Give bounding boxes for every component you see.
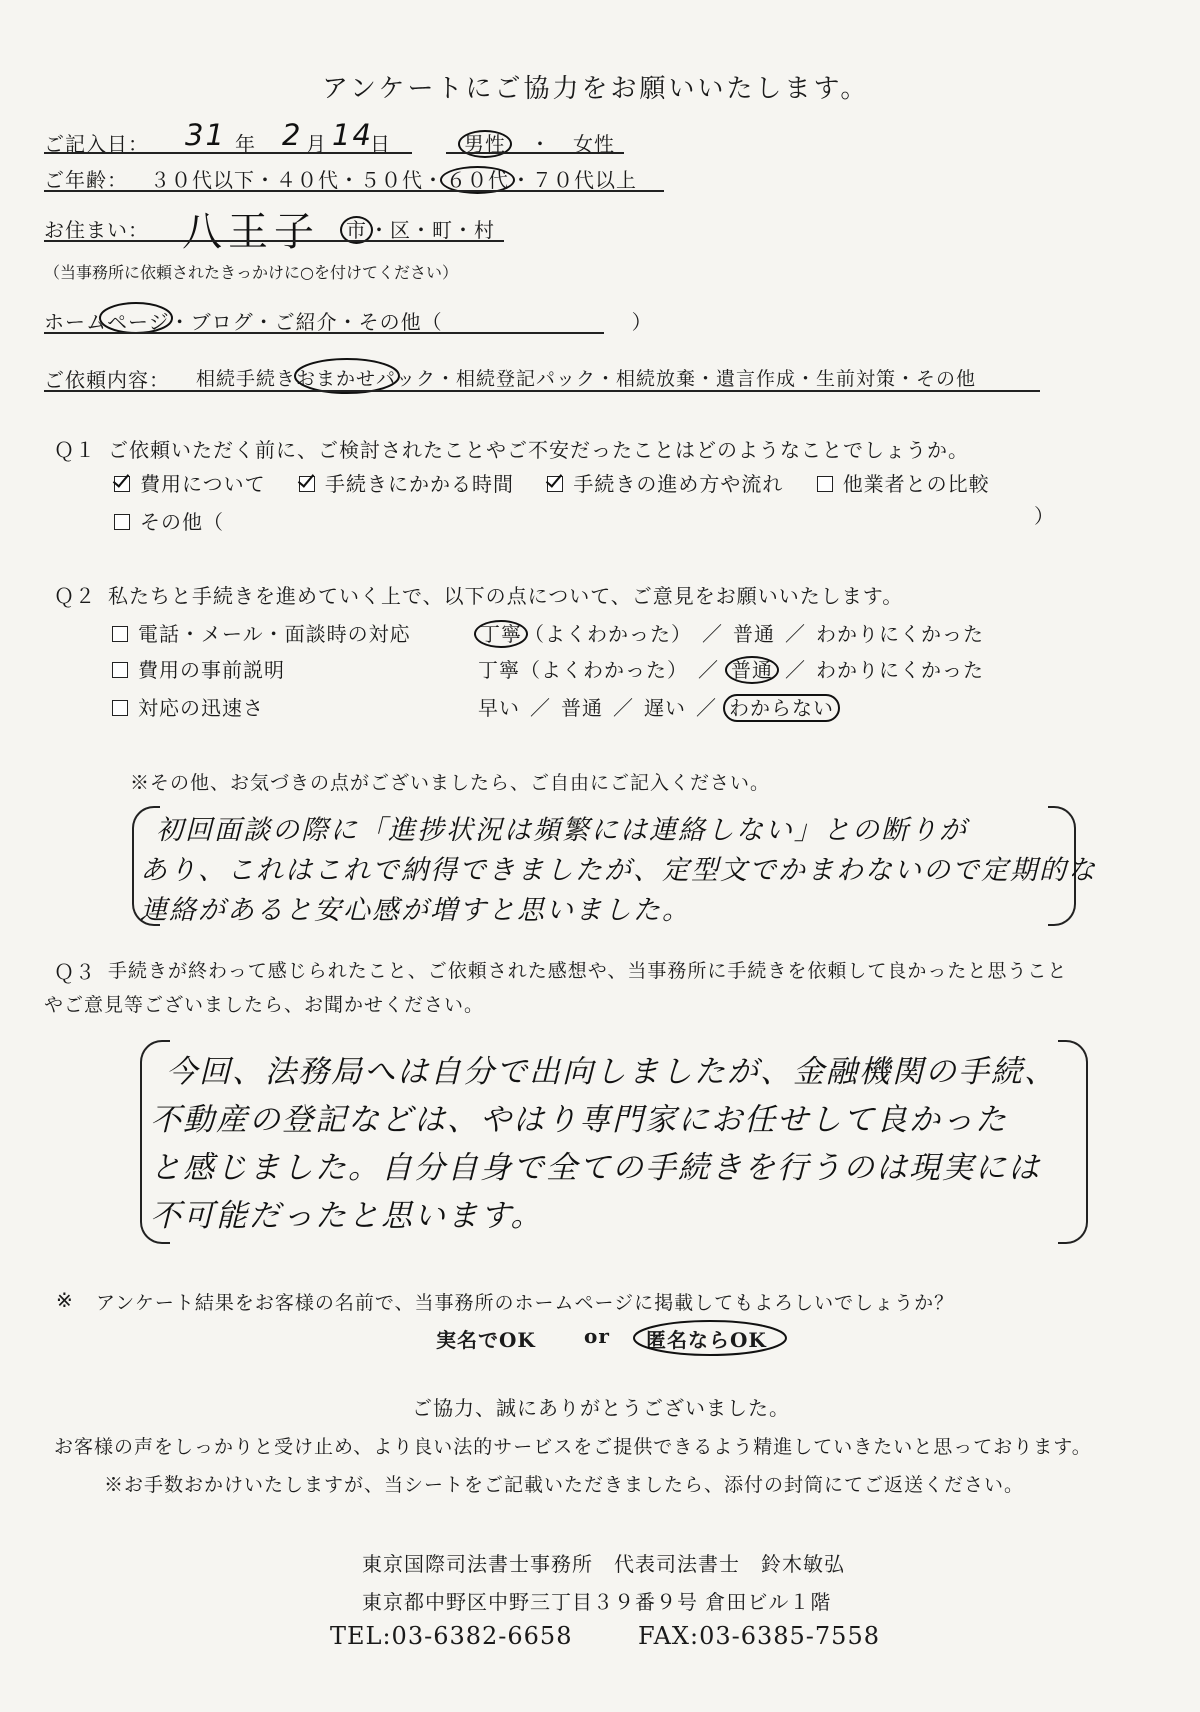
q2-row-1-item: 電話・メール・面談時の対応: [112, 618, 411, 647]
request-options: 相続手続きおまかせパック・相続登記パック・相続放棄・遺言作成・生前対策・その他: [196, 368, 977, 390]
publish-mark: ※: [56, 1288, 74, 1312]
age-option-30: ３０代以下: [150, 168, 255, 192]
footer-tel: TEL:03-6382-6658: [330, 1622, 573, 1650]
q1-other-close: ）: [1034, 504, 1055, 528]
q2-row-2-opt-normal: 普通: [725, 656, 779, 684]
age-option-70: ７０代以上: [532, 168, 637, 192]
address-option-town: 町: [432, 218, 453, 242]
date-underline: [44, 152, 412, 154]
q3-answer-line-2: 不動産の登記などは、やはり専門家にお任せして良かった: [150, 1102, 1008, 1138]
footer-address: 東京都中野区中野三丁目３９番９号 倉田ビル１階: [362, 1590, 832, 1614]
date-day-unit: 日: [370, 132, 391, 156]
q3-answer-bracket-right: [1058, 1040, 1088, 1244]
gender-male: 男性: [458, 130, 512, 158]
footer-office: 東京国際司法書士事務所 代表司法書士 鈴木敏弘: [362, 1552, 845, 1576]
address-options: [344, 214, 495, 243]
publish-option-real-name: 実名でOK: [436, 1328, 536, 1352]
footer-fax: FAX:03-6385-7558: [638, 1622, 880, 1650]
closing-thanks: ご協力、誠にありがとうございました。: [412, 1396, 790, 1420]
q3-answer-line-3: と感じました。自分自身で全ての手続きを行うのは現実には: [150, 1150, 1041, 1186]
request-underline: [44, 390, 1040, 392]
address-option-village: 村: [474, 218, 495, 242]
q2-row-2-options: 丁寧（よくわかった） ／ 普通 ／ わかりにくかった: [478, 658, 984, 682]
page-title: アンケートにご協力をお願いいたします。: [322, 74, 870, 104]
address-separator: ・: [453, 218, 474, 242]
q2-comment-line-2: あり、これはこれで納得できましたが、定型文でかまわないので定期的な: [140, 855, 1097, 886]
q1-number: Ｑ１: [54, 438, 96, 462]
checkbox-empty-icon: [112, 700, 128, 716]
closing-line-3: ※お手数おかけいたしますが、当シートをご記載いただきましたら、添付の封筒にてご返送ください。: [104, 1474, 1025, 1496]
gender-separator: ・: [530, 132, 551, 156]
address-underline: [44, 240, 504, 242]
checkbox-empty-icon: [114, 514, 130, 530]
age-separator: ・: [339, 168, 360, 192]
q2-comment-line-1: 初回面談の際に「進捗状況は頻繁には連絡しない」との断りが: [156, 815, 968, 846]
address-city: 八王子: [182, 209, 320, 255]
q1-option-time: 手続きにかかる時間: [299, 472, 514, 496]
q1-question: ご依頼いただく前に、ご検討されたことやご不安だったことはどのようなことでしょうか。: [108, 438, 969, 462]
age-separator: ・: [511, 168, 532, 192]
closing-line-2: お客様の声をしっかりと受け止め、より良い法的サービスをご提供できるよう精進していきたいと思っております。: [54, 1436, 1092, 1458]
publish-or: or: [584, 1324, 610, 1348]
request-label: ご依頼内容：: [44, 368, 170, 392]
q1-other: その他（: [114, 506, 224, 535]
publish-option-anonymous: 匿名ならOK: [646, 1328, 767, 1352]
q3-number: Ｑ３: [54, 960, 96, 984]
age-underline: [44, 190, 664, 192]
q3-question-line-1: 手続きが終わって感じられたこと、ご依頼された感想や、当事務所に手続きを依頼して良かったと思うこと: [108, 960, 1068, 982]
age-options: [150, 164, 637, 193]
checkbox-empty-icon: [817, 476, 833, 492]
q1-option-compare: 他業者との比較: [817, 472, 990, 496]
publish-anonymous-circle: [630, 1316, 790, 1360]
trigger-note: （当事務所に依頼されたきっかけに○を付けてください）: [44, 263, 458, 282]
trigger-underline: [44, 332, 604, 334]
age-separator: ・: [255, 168, 276, 192]
date-month: 2: [282, 118, 303, 152]
q2-row-2-item: 費用の事前説明: [112, 654, 285, 683]
date-month-unit: 月: [306, 132, 327, 156]
q3-answer-line-1: 今回、法務局へは自分で出向しましたが、金融機関の手続、: [166, 1054, 1057, 1090]
q1-option-cost: 費用について: [114, 472, 266, 496]
q3-answer-line-4: 不可能だったと思います。: [150, 1198, 544, 1234]
q2-row-3-opt-unknown: わからない: [723, 694, 840, 722]
gender-underline: [446, 152, 624, 154]
q1-option-flow: 手続きの進め方や流れ: [547, 472, 783, 496]
gender-female: 女性: [573, 132, 615, 156]
q2-row-3-options: 早い ／ 普通 ／ 遅い ／ わからない: [478, 692, 836, 721]
address-label: お住まい：: [44, 218, 149, 242]
checkbox-empty-icon: [112, 626, 128, 642]
age-option-60: ６０代: [440, 166, 515, 194]
checkbox-checked-icon: [547, 476, 563, 492]
q2-other-prompt: ※その他、お気づきの点がございましたら、ご自由にご記入ください。: [130, 772, 771, 794]
q2-comment-line-3: 連絡があると安心感が増すと思いました。: [140, 895, 691, 926]
checkbox-checked-icon: [299, 476, 315, 492]
age-label: ご年齢：: [44, 168, 128, 192]
address-option-city: 市: [340, 216, 373, 244]
date-day: 14: [332, 118, 373, 152]
publish-question: アンケート結果をお客様の名前で、当事務所のホームページに掲載してもよろしいでしょうか？: [96, 1292, 955, 1314]
age-option-50: ５０代: [360, 168, 423, 192]
checkbox-checked-icon: [114, 476, 130, 492]
date-year-unit: 年: [235, 132, 256, 156]
checkbox-empty-icon: [112, 662, 128, 678]
age-option-40: ４０代: [276, 168, 339, 192]
address-option-ward: 区: [390, 218, 411, 242]
q2-row-3-item: 対応の迅速さ: [112, 692, 264, 721]
q2-row-1-options: 丁寧 （よくわかった） ／ 普通 ／ わかりにくかった: [478, 618, 984, 647]
date-year: 31: [185, 118, 226, 152]
age-separator: ・: [423, 168, 444, 192]
q2-question: 私たちと手続きを進めていく上で、以下の点について、ご意見をお願いいたします。: [108, 584, 904, 608]
date-label: ご記入日：: [44, 132, 149, 156]
q2-number: Ｑ２: [54, 584, 96, 608]
q2-row-1-opt-polite: 丁寧: [474, 620, 528, 648]
q3-question-line-2: やご意見等ございましたら、お聞かせください。: [44, 994, 485, 1016]
q1-options: [114, 468, 990, 497]
address-separator: ・: [369, 218, 390, 242]
address-separator: ・: [411, 218, 432, 242]
trigger-line: ホームページ・ブログ・ご紹介・その他（ ）: [44, 310, 653, 334]
